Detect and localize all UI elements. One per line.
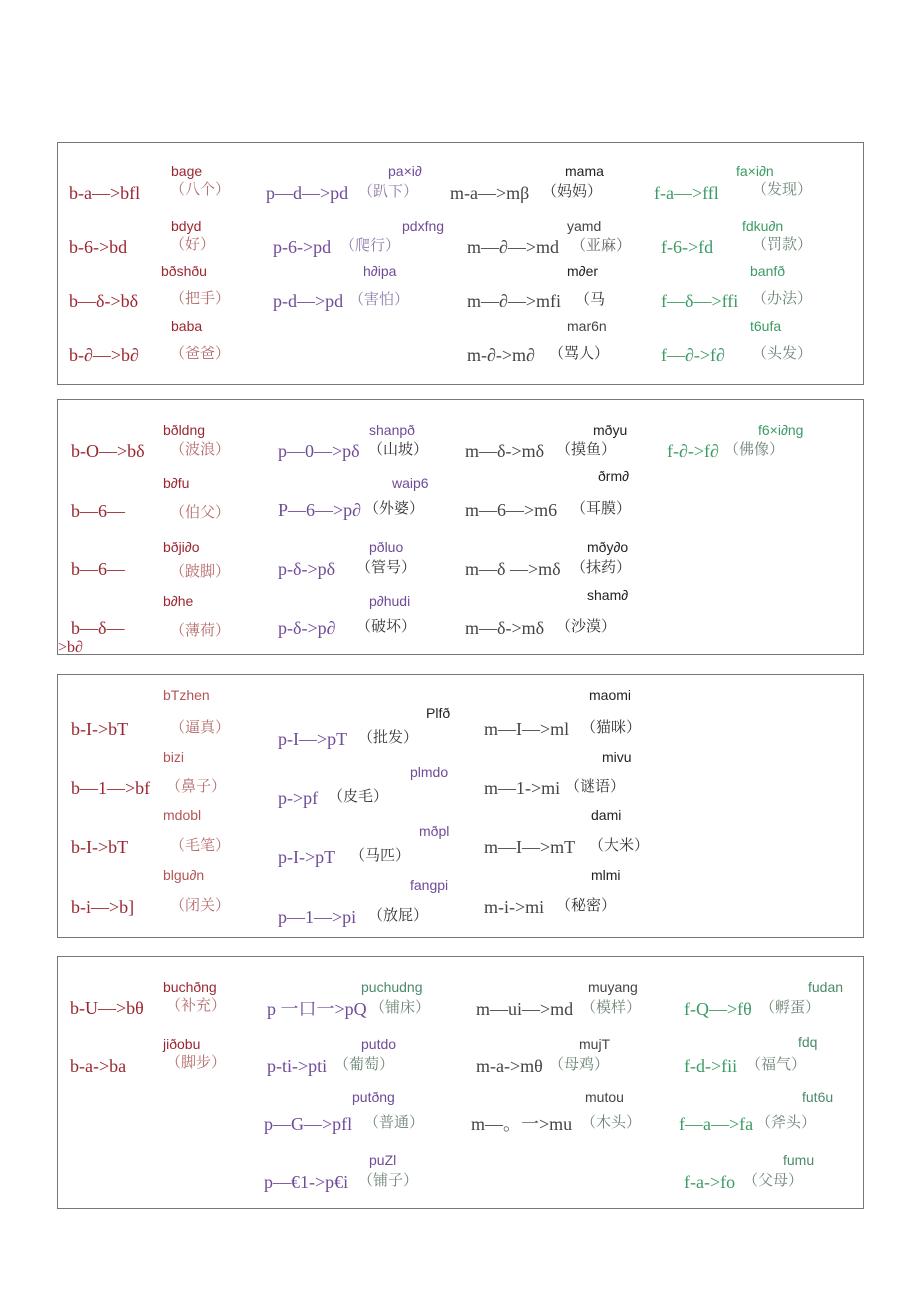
pinyin-label: muyang (588, 979, 638, 995)
spelling-formula: b-i—>b] (71, 897, 135, 917)
pinyin-label: plmdo (410, 764, 449, 780)
spelling-formula: m-a->mθ (476, 1056, 543, 1076)
pinyin-label: fdku∂n (742, 218, 784, 234)
spelling-formula: f-a—>ffl (654, 183, 719, 203)
example-word: （管号） (356, 558, 417, 576)
example-word: （爬行） (340, 236, 401, 254)
spelling-formula: p—G—>pfl (264, 1114, 353, 1134)
example-word: （骂人） (549, 344, 610, 362)
example-word: （逼真） (170, 718, 231, 736)
spelling-formula: p-ti->pti (267, 1056, 328, 1076)
spelling-formula: p—d—>pd (266, 183, 349, 203)
pinyin-label: ðrm∂ (598, 468, 630, 484)
example-word: （孵蛋） (760, 998, 821, 1016)
example-word: （补充） (166, 996, 227, 1014)
example-word: （大米） (589, 836, 650, 854)
spelling-formula: f—∂->f∂ (661, 345, 725, 365)
spelling-formula: m—1->mi (484, 778, 561, 798)
example-word: （抹药） (571, 558, 632, 576)
spelling-formula: m-a—>mβ (450, 183, 530, 203)
spelling-formula: b-I->bT (71, 719, 129, 739)
pinyin-label: bTzhen (163, 687, 210, 703)
pinyin-label: fa×i∂n (736, 163, 774, 179)
spelling-formula: f-Q—>fθ (684, 999, 752, 1019)
example-word: （批发） (358, 728, 419, 746)
spelling-formula: b-O—>bδ (71, 441, 145, 461)
pinyin-label: pðluo (369, 539, 404, 555)
spelling-formula: b-∂—>b∂ (69, 345, 139, 365)
pinyin-label: b∂he (163, 593, 194, 609)
spelling-formula: m—δ->mδ (465, 441, 545, 461)
spelling-formula: m—∂—>md (467, 237, 560, 257)
spelling-formula: p-δ->pδ (278, 559, 336, 579)
spelling-formula: m—6—>m6 (465, 500, 558, 520)
pinyin-label: putðng (352, 1089, 395, 1105)
example-word: （害怕） (349, 290, 410, 308)
spelling-formula: b—6— (71, 501, 125, 521)
pinyin-label: pa×i∂ (388, 163, 422, 179)
example-word: （好） (170, 235, 216, 253)
pinyin-label: mujT (579, 1036, 611, 1052)
example-word: （脚步） (166, 1053, 227, 1071)
spelling-formula: m—I—>mT (484, 837, 576, 857)
pinyin-label: sham∂ (587, 587, 629, 603)
example-word: （铺床） (370, 998, 431, 1016)
spelling-formula: m-∂->m∂ (467, 345, 535, 365)
spelling-formula: b-U—>bθ (70, 998, 144, 1018)
pinyin-label: puZl (369, 1152, 397, 1168)
spelling-formula: m—δ —>mδ (465, 559, 561, 579)
example-word: （头发） (752, 344, 813, 362)
example-word: （谜语） (565, 777, 626, 795)
spelling-formula: f—δ—>ffi (661, 291, 739, 311)
example-word: （把手） (170, 289, 231, 307)
example-word: （放屁） (368, 906, 429, 924)
example-word: （薄荷） (170, 621, 231, 639)
pinyin-label: fut6u (802, 1089, 834, 1105)
spelling-formula: p->pf (278, 788, 319, 808)
spelling-formula: m—。一>mu (471, 1114, 573, 1134)
example-word: （母鸡） (549, 1055, 610, 1073)
pinyin-label: fangpi (410, 877, 449, 893)
example-word: （马 (575, 290, 606, 308)
spelling-formula: m—δ->mδ (465, 618, 545, 638)
pinyin-label: bðshðu (161, 263, 207, 279)
example-word: （波浪） (170, 440, 231, 458)
example-word: （山坡） (368, 440, 429, 458)
example-word: （猫咪） (581, 718, 642, 736)
example-word: （秘密） (556, 896, 617, 914)
spelling-formula: m—ui—>md (476, 999, 574, 1019)
spelling-formula: m—I—>ml (484, 719, 570, 739)
spelling-formula: P—6—>p∂ (278, 500, 362, 520)
spelling-formula: f-6->fd (661, 237, 714, 257)
example-word: （跛脚） (170, 562, 231, 580)
example-word: （摸鱼） (556, 440, 617, 458)
pinyin-label: p∂hudi (369, 593, 411, 609)
pinyin-label: mlmi (591, 867, 621, 883)
pinyin-label: mutou (585, 1089, 624, 1105)
spelling-formula: f-a->fo (684, 1172, 736, 1192)
spelling-formula: b-a—>bfl (69, 183, 141, 203)
pinyin-label: f6×i∂ng (758, 422, 804, 438)
pinyin-label: t6ufa (750, 318, 782, 334)
spelling-formula: f-∂->f∂ (667, 441, 719, 461)
example-word: （闭关） (170, 896, 231, 914)
pinyin-label: m∂er (567, 263, 599, 279)
spelling-formula: p—€1->p€i (264, 1172, 349, 1192)
spelling-formula: b-I->bT (71, 837, 129, 857)
pinyin-label: baba (171, 318, 203, 334)
pinyin-label: mdobl (163, 807, 202, 823)
pinyin-label: mðy∂o (587, 539, 629, 555)
example-word: （父母） (743, 1171, 804, 1189)
pinyin-label: mivu (602, 749, 632, 765)
example-word: （亚麻） (571, 236, 632, 254)
example-word: （福气） (746, 1055, 807, 1073)
pinyin-label: fdq (798, 1034, 818, 1050)
spelling-formula: f-d->fii (684, 1056, 738, 1076)
pinyin-label: banfð (750, 263, 786, 279)
example-word: （佛像） (724, 440, 785, 458)
example-word: （八个） (170, 180, 231, 198)
example-word: （办法） (752, 289, 813, 307)
spelling-formula: p-δ->p∂ (278, 618, 336, 638)
spelling-formula: p-I—>pT (278, 729, 348, 749)
spelling-formula: b-6->bd (69, 237, 128, 257)
example-word: （发现） (752, 180, 813, 198)
example-word: （模样） (581, 998, 642, 1016)
spelling-formula: p-I->pT (278, 847, 336, 867)
example-word: （马匹） (350, 846, 411, 864)
spelling-formula: p-d—>pd (273, 291, 344, 311)
pinyin-label: blgu∂n (163, 867, 205, 883)
example-word: （耳膜） (571, 499, 632, 517)
spelling-formula: b—1—>bf (71, 778, 151, 798)
example-word: （斧头） (756, 1113, 817, 1131)
pinyin-label: fumu (783, 1152, 815, 1168)
pinyin-label: fudan (808, 979, 844, 995)
example-word: （伯父） (170, 503, 231, 521)
pinyin-label: bðji∂o (163, 539, 200, 555)
example-word: （趴下） (358, 182, 419, 200)
example-word: （木头） (581, 1113, 642, 1131)
example-word: （妈妈） (542, 182, 603, 200)
spelling-formula: b—δ->bδ (69, 291, 139, 311)
pinyin-label: mama (565, 163, 604, 179)
pinyin-label: buchðng (163, 979, 217, 995)
pinyin-label: bðldng (163, 422, 206, 438)
pinyin-label: yamd (567, 218, 602, 234)
pinyin-label: shanpð (369, 422, 415, 438)
example-word: （外婆） (364, 499, 425, 517)
pinyin-label: jiðobu (163, 1036, 201, 1052)
example-word: （破坏） (356, 617, 417, 635)
spelling-formula: b—6— (71, 559, 125, 579)
example-word: （鼻子） (166, 777, 227, 795)
pinyin-label: waip6 (392, 475, 429, 491)
pinyin-label: bdyd (171, 218, 202, 234)
spelling-formula-overflow: >b∂ (58, 639, 83, 656)
pinyin-label: bizi (163, 749, 185, 765)
pinyin-label: b∂fu (163, 475, 190, 491)
spelling-formula: f—a—>fa (679, 1114, 754, 1134)
example-word: （爸爸） (170, 344, 231, 362)
pinyin-label: mar6n (567, 318, 607, 334)
pinyin-label: mðpl (419, 823, 450, 839)
pinyin-label: maomi (589, 687, 632, 703)
spelling-formula: p—0—>pδ (278, 441, 360, 461)
pinyin-label: h∂ipa (363, 263, 397, 279)
pinyin-label: mðyu (593, 422, 628, 438)
example-word: （罚款） (752, 235, 813, 253)
spelling-formula: p—1—>pi (278, 907, 357, 927)
pinyin-label: pdxfng (402, 218, 445, 234)
pinyin-label: bage (171, 163, 203, 179)
pinyin-label: puchudng (361, 979, 423, 995)
example-word: （皮毛） (328, 787, 389, 805)
spelling-formula: p 一口一>pQ (267, 999, 367, 1019)
pinyin-label: Plfð (426, 705, 451, 721)
spelling-formula: b-a->ba (70, 1056, 127, 1076)
spelling-formula: m-i->mi (484, 897, 545, 917)
spelling-formula: p-6->pd (273, 237, 332, 257)
pinyin-label: dami (591, 807, 622, 823)
example-word: （铺子） (358, 1171, 419, 1189)
spelling-formula: b—δ— (71, 618, 125, 638)
example-word: （葡萄） (334, 1055, 395, 1073)
example-word: （普通） (364, 1113, 425, 1131)
example-word: （沙漠） (556, 617, 617, 635)
pinyin-label: putdo (361, 1036, 397, 1052)
spelling-formula: m—∂—>mfi (467, 291, 562, 311)
example-word: （毛笔） (170, 836, 231, 854)
